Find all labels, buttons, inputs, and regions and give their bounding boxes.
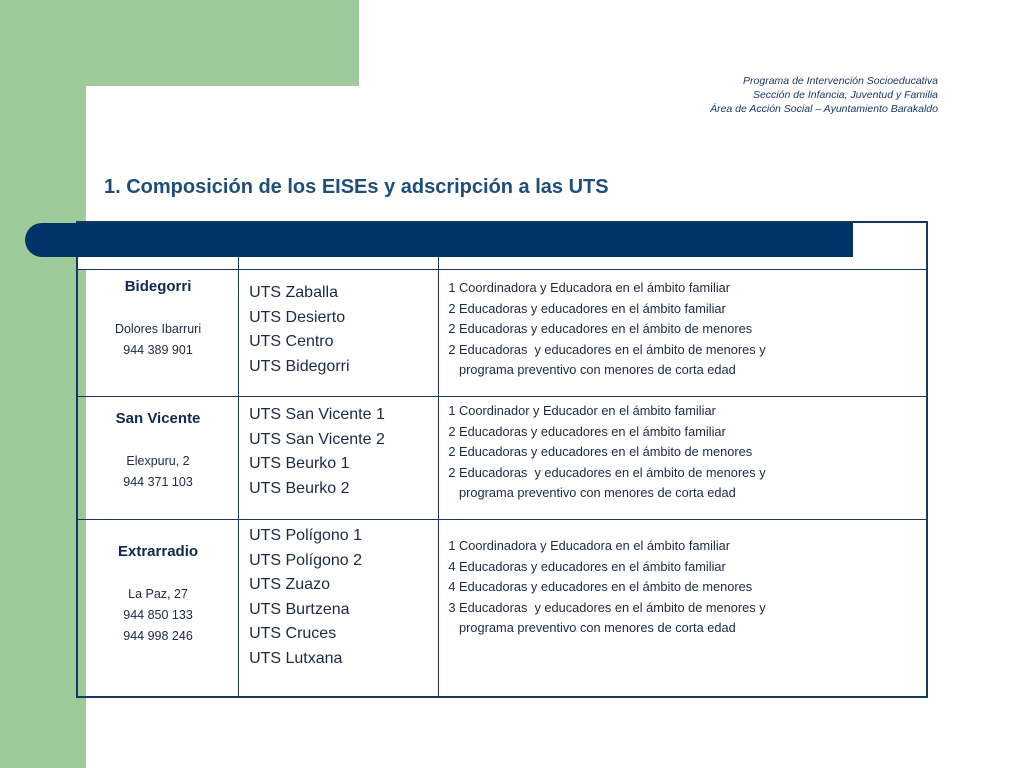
- eise-name: Bidegorri: [124, 278, 192, 295]
- table-row: [77, 270, 927, 397]
- staff-line: 1 Coordinadora y Educadora en el ámbito familiar: [448, 280, 731, 295]
- uts-item: UTS Zaballa: [249, 284, 338, 301]
- staff-line: programa preventivo con menores de corta edad: [448, 485, 736, 501]
- uts-item: UTS San Vicente 2: [249, 430, 385, 448]
- uts-item: UTS Desierto: [249, 308, 346, 326]
- header-banner: [25, 223, 853, 257]
- staff-line: 2 Educadoras y educadores en el ámbito de menores y: [448, 464, 766, 480]
- header-line-program: Programa de Intervención Socioeducativa: [743, 75, 938, 87]
- eise-address: Dolores Ibarruri: [114, 322, 202, 336]
- table-row: [77, 397, 927, 520]
- eise-cell: [77, 270, 239, 397]
- staff-line: 2 Educadoras y educadores en el ámbito de menores: [448, 444, 753, 460]
- uts-item: UTS Polígono 1: [249, 527, 363, 544]
- eise-cell: [77, 520, 239, 698]
- uts-item: UTS Burtzena: [249, 600, 350, 618]
- uts-item: UTS Beurko 1: [249, 455, 350, 472]
- staff-line: 4 Educadoras y educadores en el ámbito familiar: [448, 558, 726, 574]
- eises-table: [76, 221, 928, 698]
- staff-line: 3 Educadoras y educadores en el ámbito de menores y: [448, 599, 766, 615]
- eise-phone: 944 389 901: [123, 343, 193, 357]
- slide-header: [710, 74, 938, 116]
- green-sidebar: [0, 0, 86, 768]
- header-line-area: Área de Acción Social – Ayuntamiento Barakaldo: [710, 103, 938, 115]
- staff-line: 4 Educadoras y educadores en el ámbito de menores: [448, 579, 753, 595]
- staff-line: 2 Educadoras y educadores en el ámbito de menores: [448, 321, 753, 337]
- eise-address: La Paz, 27: [128, 587, 188, 601]
- uts-item: UTS Beurko 2: [249, 479, 350, 497]
- uts-item: UTS Lutxana: [249, 649, 343, 667]
- staff-line: 1 Coordinador y Educador en el ámbito familiar: [448, 403, 716, 418]
- staff-line: 2 Educadoras y educadores en el ámbito familiar: [448, 423, 726, 439]
- slide-title: 1. Composición de los EISEs y adscripción a las UTS: [104, 176, 609, 198]
- staff-cell: [439, 520, 927, 698]
- uts-cell: [239, 397, 439, 520]
- table-row: [77, 520, 927, 698]
- staff-line: programa preventivo con menores de corta edad: [448, 620, 736, 636]
- eise-name: San Vicente: [115, 410, 201, 427]
- uts-item: UTS Cruces: [249, 625, 337, 642]
- uts-item: UTS Polígono 2: [249, 551, 363, 569]
- uts-cell: [239, 270, 439, 397]
- uts-item: UTS Zuazo: [249, 576, 330, 593]
- staff-line: 2 Educadoras y educadores en el ámbito de menores y: [448, 341, 766, 357]
- eise-phone: 944 998 246: [123, 629, 193, 643]
- staff-line: 2 Educadoras y educadores en el ámbito familiar: [448, 300, 726, 316]
- eise-cell: [77, 397, 239, 520]
- uts-item: UTS Centro: [249, 333, 334, 350]
- uts-item: UTS San Vicente 1: [249, 406, 385, 423]
- staff-cell: [439, 270, 927, 397]
- staff-cell: [439, 397, 927, 520]
- eise-phone: 944 850 133: [123, 608, 193, 622]
- eise-address: Elexpuru, 2: [126, 454, 190, 468]
- header-line-section: Sección de Infancia, Juventud y Familia: [752, 89, 938, 101]
- green-top-band: [0, 0, 359, 86]
- uts-item: UTS Bidegorri: [249, 357, 350, 375]
- staff-line: 1 Coordinadora y Educadora en el ámbito familiar: [448, 538, 731, 553]
- eise-phone: 944 371 103: [123, 475, 193, 489]
- eise-name: Extrarradio: [118, 543, 199, 560]
- uts-cell: [239, 520, 439, 698]
- staff-line: programa preventivo con menores de corta edad: [448, 362, 736, 378]
